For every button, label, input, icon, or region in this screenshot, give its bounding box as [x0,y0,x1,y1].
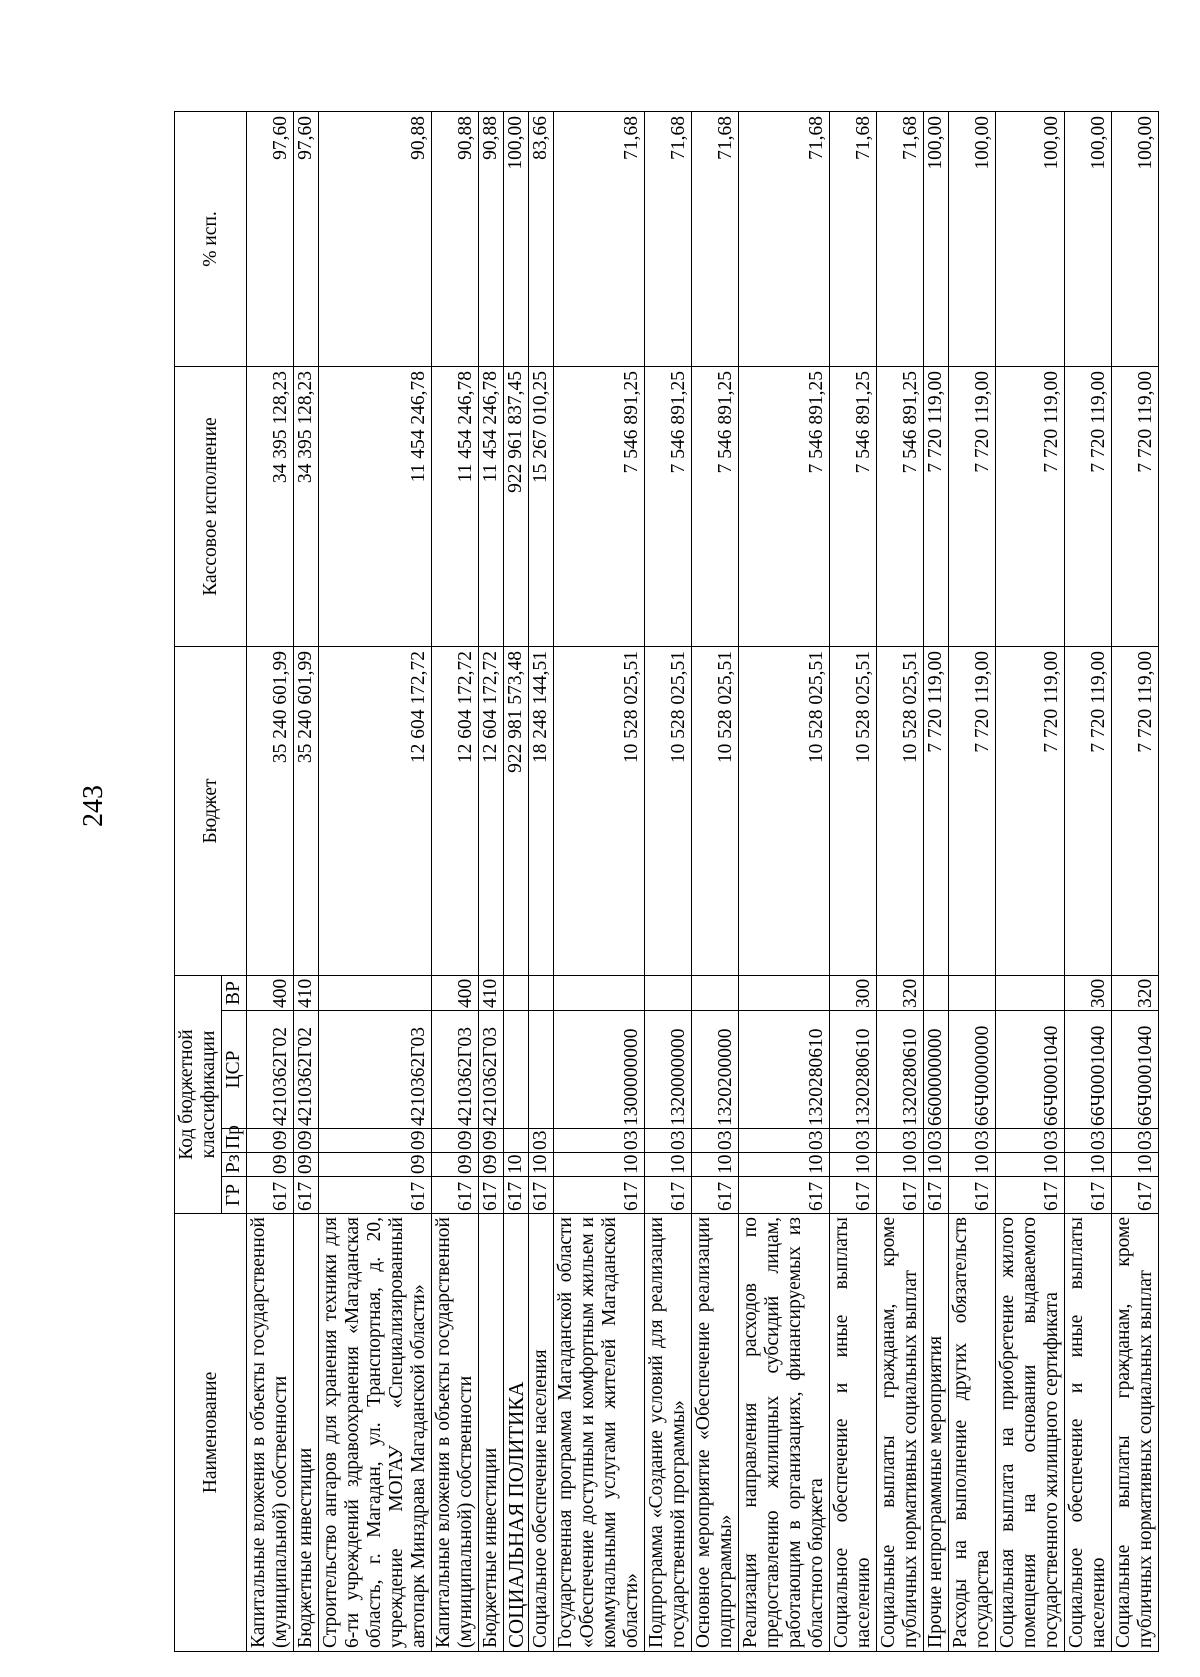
row-name: Бюджетные инвестиции [479,1214,504,1652]
row-rz: 09 [247,1153,294,1177]
row-name: Капитальные вложения в объекты государственной (муниципальной) собственности [432,1214,479,1652]
row-percent: 97,60 [247,112,294,367]
row-percent: 100,00 [504,112,529,367]
row-rz: 09 [319,1153,432,1177]
row-rz: 10 [877,1153,924,1177]
row-vr: 410 [479,976,504,1011]
row-gr: 617 [1112,1177,1159,1214]
row-name: Капитальные вложения в объекты государственной (муниципальной) собственности [247,1214,294,1652]
row-pr: 03 [1112,1129,1159,1153]
rotated-table-container [174,112,1156,1652]
table-row [692,112,739,1652]
row-percent: 71,68 [692,112,739,367]
row-vr [645,976,692,1011]
row-gr: 617 [645,1177,692,1214]
row-percent: 97,60 [294,112,319,367]
table-row [504,112,529,1652]
row-budget: 35 240 601,99 [247,647,294,976]
row-budget: 12 604 172,72 [432,647,479,976]
row-vr: 320 [877,976,924,1011]
table-row [432,112,479,1652]
row-name: Социальные выплаты гражданам, кроме публичных нормативных социальных выплат [1112,1214,1159,1652]
row-vr: 300 [830,976,877,1011]
row-gr: 617 [949,1177,996,1214]
header-pr: Пр [222,1129,247,1153]
row-cash: 15 267 010,25 [529,367,554,647]
row-percent: 90,88 [432,112,479,367]
row-name: Социальное обеспечение населения [529,1214,554,1652]
row-pr: 03 [692,1129,739,1153]
row-budget: 10 528 025,51 [554,647,645,976]
row-gr: 617 [924,1177,949,1214]
row-csr: 66Ч0001040 [996,1011,1065,1129]
row-csr: 1320280610 [877,1011,924,1129]
row-percent: 100,00 [1065,112,1112,367]
header-percent: % исп. [175,112,247,367]
row-budget: 7 720 119,00 [1065,647,1112,976]
header-row-1 [175,112,222,1652]
row-csr: 1320280610 [830,1011,877,1129]
row-rz: 09 [479,1153,504,1177]
row-pr: 09 [432,1129,479,1153]
table-row [877,112,924,1652]
row-budget: 7 720 119,00 [996,647,1065,976]
row-gr: 617 [529,1177,554,1214]
row-rz: 10 [554,1153,645,1177]
row-pr: 09 [319,1129,432,1153]
table-row [247,112,294,1652]
row-cash: 7 720 119,00 [1112,367,1159,647]
row-budget: 10 528 025,51 [739,647,830,976]
row-cash: 7 720 119,00 [949,367,996,647]
row-cash: 11 454 246,78 [479,367,504,647]
row-percent: 100,00 [924,112,949,367]
row-name: Социальные выплаты гражданам, кроме публичных нормативных социальных выплат [877,1214,924,1652]
row-gr: 617 [554,1177,645,1214]
row-pr: 03 [949,1129,996,1153]
row-gr: 617 [319,1177,432,1214]
row-budget: 922 981 573,48 [504,647,529,976]
row-csr: 1300000000 [554,1011,645,1129]
row-gr: 617 [479,1177,504,1214]
row-pr: 03 [1065,1129,1112,1153]
row-percent: 71,68 [739,112,830,367]
row-gr: 617 [739,1177,830,1214]
row-csr: 4210362Г02 [247,1011,294,1129]
row-budget: 7 720 119,00 [949,647,996,976]
row-cash: 7 546 891,25 [830,367,877,647]
table-row [1112,112,1159,1652]
row-cash: 11 454 246,78 [432,367,479,647]
row-pr: 03 [645,1129,692,1153]
row-gr: 617 [830,1177,877,1214]
row-percent: 71,68 [645,112,692,367]
row-name: Реализация направления расходов по предоставлению жилищных субсидий лицам, работающим в организациях, финансируемых из областного бюджета [739,1214,830,1652]
row-budget: 7 720 119,00 [1112,647,1159,976]
row-gr: 617 [692,1177,739,1214]
row-rz: 10 [924,1153,949,1177]
row-csr: 66Ч0001040 [1112,1011,1159,1129]
row-pr: 09 [479,1129,504,1153]
table-row [830,112,877,1652]
row-vr [949,976,996,1011]
row-vr [996,976,1065,1011]
header-code-group: Код бюджетной классификации [175,976,222,1214]
row-csr [529,1011,554,1129]
row-name: Бюджетные инвестиции [294,1214,319,1652]
table-row [949,112,996,1652]
table-row [294,112,319,1652]
row-cash: 7 720 119,00 [996,367,1065,647]
row-name: Расходы на выполнение других обязательств государства [949,1214,996,1652]
row-budget: 18 248 144,51 [529,647,554,976]
row-cash: 11 454 246,78 [319,367,432,647]
row-rz: 10 [645,1153,692,1177]
row-vr: 300 [1065,976,1112,1011]
row-vr: 400 [432,976,479,1011]
row-vr: 400 [247,976,294,1011]
header-vr: ВР [222,976,247,1011]
row-cash: 7 546 891,25 [877,367,924,647]
row-cash: 7 546 891,25 [739,367,830,647]
row-gr: 617 [432,1177,479,1214]
table-row [645,112,692,1652]
row-csr: 66Ч0000000 [949,1011,996,1129]
row-percent: 90,88 [319,112,432,367]
header-rz: Рз [222,1153,247,1177]
row-pr: 03 [739,1129,830,1153]
row-name: Основное мероприятие «Обеспечение реализации подпрограммы» [692,1214,739,1652]
row-pr: 03 [877,1129,924,1153]
row-percent: 71,68 [877,112,924,367]
row-budget: 35 240 601,99 [294,647,319,976]
row-rz: 10 [692,1153,739,1177]
row-vr [554,976,645,1011]
table-row [529,112,554,1652]
table-row [996,112,1065,1652]
row-csr [504,1011,529,1129]
row-rz: 10 [504,1153,529,1177]
row-name: Социальная выплата на приобретение жилого помещения на основании выдаваемого государственного жилищного сертификата [996,1214,1065,1652]
row-csr: 1320000000 [645,1011,692,1129]
row-percent: 71,68 [554,112,645,367]
row-rz: 09 [294,1153,319,1177]
table-body [247,112,1159,1652]
row-pr: 03 [529,1129,554,1153]
row-cash: 7 546 891,25 [692,367,739,647]
row-csr: 1320280610 [739,1011,830,1129]
row-csr: 1320200000 [692,1011,739,1129]
row-percent: 100,00 [996,112,1065,367]
table-row [1065,112,1112,1652]
row-pr: 03 [996,1129,1065,1153]
row-name: Строительство ангаров для хранения техники для 6-ти учреждений здравоохранения «Магаданская область, г. Магадан, ул. Транспортная, д. 20, учреждение МОГАУ «Специализированный автопарк Минздрава Магаданской области» [319,1214,432,1652]
row-rz: 10 [529,1153,554,1177]
table-row [739,112,830,1652]
row-rz: 10 [949,1153,996,1177]
row-csr: 4210362Г03 [319,1011,432,1129]
row-pr: 03 [830,1129,877,1153]
table-row [479,112,504,1652]
row-csr: 66Ч0001040 [1065,1011,1112,1129]
row-budget: 10 528 025,51 [692,647,739,976]
budget-table [174,111,1159,1652]
row-csr: 4210362Г02 [294,1011,319,1129]
row-pr: 03 [554,1129,645,1153]
row-rz: 10 [1065,1153,1112,1177]
row-vr [529,976,554,1011]
row-gr: 617 [996,1177,1065,1214]
row-vr [924,976,949,1011]
row-percent: 100,00 [1112,112,1159,367]
row-cash: 7 546 891,25 [554,367,645,647]
table-row [554,112,645,1652]
row-cash: 7 546 891,25 [645,367,692,647]
row-gr: 617 [877,1177,924,1214]
row-pr: 09 [247,1129,294,1153]
row-name: Социальное обеспечение и иные выплаты населению [1065,1214,1112,1652]
row-percent: 83,66 [529,112,554,367]
row-percent: 90,88 [479,112,504,367]
row-vr [504,976,529,1011]
row-rz: 10 [996,1153,1065,1177]
header-cash: Кассовое исполнение [175,367,247,647]
row-pr: 03 [924,1129,949,1153]
row-rz: 09 [432,1153,479,1177]
header-csr: ЦСР [222,1011,247,1129]
table-row [924,112,949,1652]
row-gr: 617 [294,1177,319,1214]
row-gr: 617 [247,1177,294,1214]
page-number: 243 [78,785,109,827]
row-budget: 12 604 172,72 [319,647,432,976]
row-budget: 10 528 025,51 [645,647,692,976]
row-cash: 34 395 128,23 [294,367,319,647]
row-name: Прочие непрограммные мероприятия [924,1214,949,1652]
table-row [319,112,432,1652]
header-gr: ГР [222,1177,247,1214]
row-cash: 7 720 119,00 [1065,367,1112,647]
row-csr: 4210362Г03 [432,1011,479,1129]
row-vr: 410 [294,976,319,1011]
row-cash: 7 720 119,00 [924,367,949,647]
header-budget: Бюджет [175,647,247,976]
row-budget: 7 720 119,00 [924,647,949,976]
row-budget: 10 528 025,51 [877,647,924,976]
row-percent: 100,00 [949,112,996,367]
row-vr [692,976,739,1011]
row-gr: 617 [1065,1177,1112,1214]
header-name: Наименование [175,1214,247,1652]
row-name: СОЦИАЛЬНАЯ ПОЛИТИКА [504,1214,529,1652]
row-vr: 320 [1112,976,1159,1011]
row-vr [739,976,830,1011]
row-name: Социальное обеспечение и иные выплаты населению [830,1214,877,1652]
row-rz: 10 [1112,1153,1159,1177]
row-pr [504,1129,529,1153]
row-gr: 617 [504,1177,529,1214]
row-cash: 34 395 128,23 [247,367,294,647]
row-csr: 6600000000 [924,1011,949,1129]
row-rz: 10 [830,1153,877,1177]
row-rz: 10 [739,1153,830,1177]
row-csr: 4210362Г03 [479,1011,504,1129]
row-percent: 71,68 [830,112,877,367]
row-vr [319,976,432,1011]
row-budget: 10 528 025,51 [830,647,877,976]
row-name: Подпрограмма «Создание условий для реализации государственной программы» [645,1214,692,1652]
row-pr: 09 [294,1129,319,1153]
row-name: Государственная программа Магаданской области «Обеспечение доступным и комфортным жильем и коммунальными услугами жителей Магаданской области» [554,1214,645,1652]
row-cash: 922 961 837,45 [504,367,529,647]
row-budget: 12 604 172,72 [479,647,504,976]
